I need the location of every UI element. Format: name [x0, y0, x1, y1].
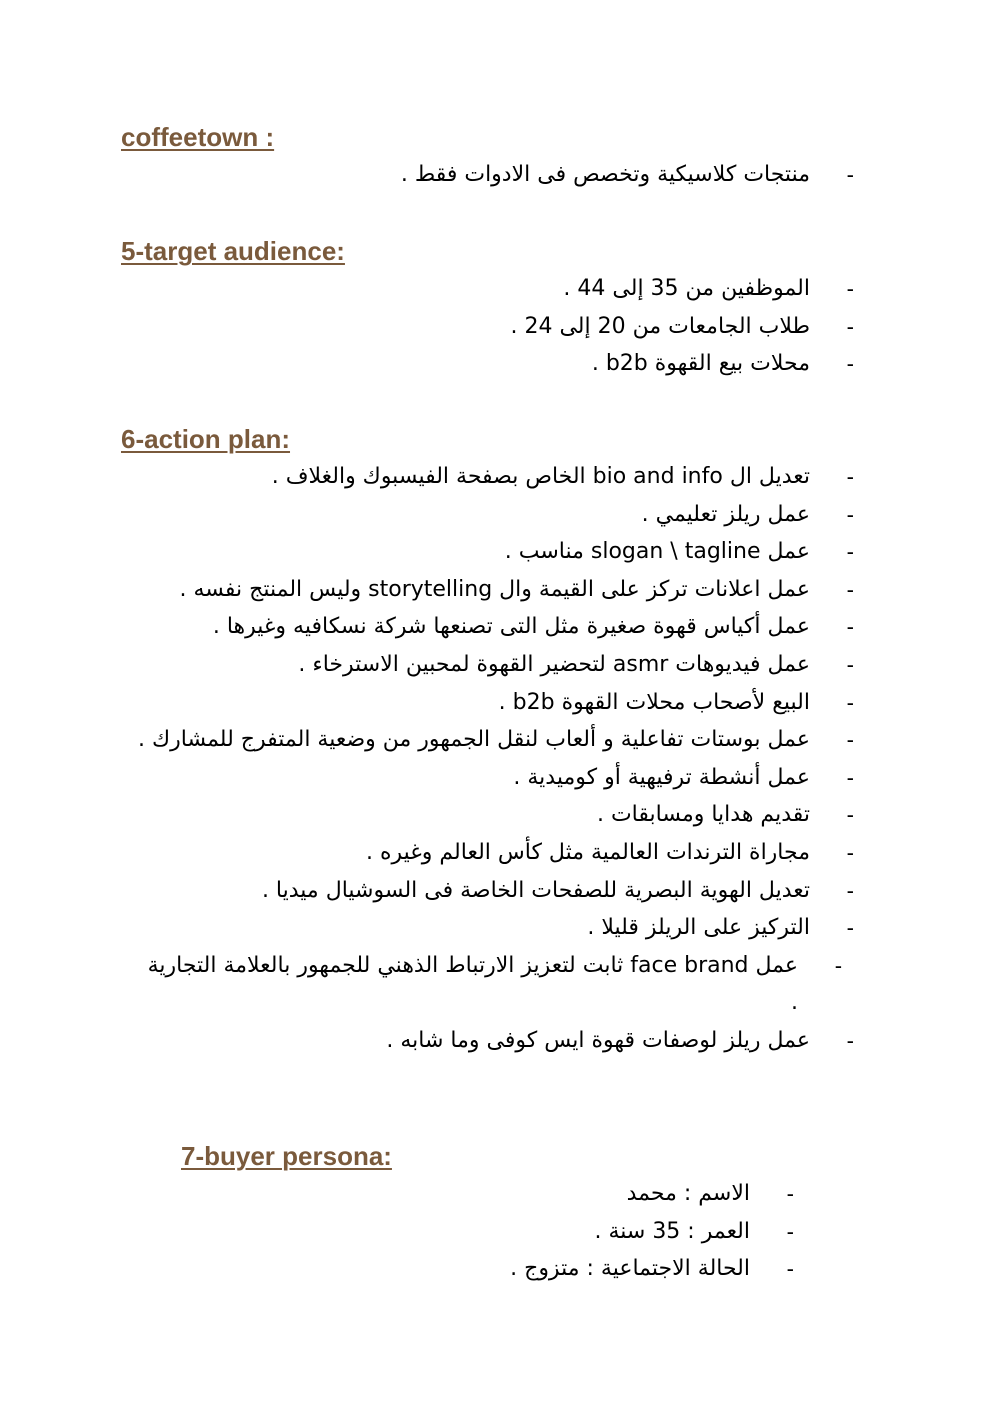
list-item: - عمل أكياس قهوة صغيرة مثل التى تصنعها شركة نسكافيه وغيرها . [138, 608, 850, 646]
bullet-dash: - [846, 651, 854, 677]
list-item: - عمل بوستات تفاعلية و ألعاب لنقل الجمهور من وضعية المتفرج للمشارك . [138, 721, 850, 759]
target-audience-list [510, 270, 854, 383]
bullet-dash: - [846, 162, 854, 187]
bullet-dash: - [846, 839, 854, 865]
list-item: - التركيز على الريلز قليلا . [138, 909, 850, 947]
bullet-dash: - [846, 464, 854, 489]
bullet-dash: - [786, 1256, 794, 1282]
list-item: - الموظفين من 35 إلى 44 . [510, 270, 850, 308]
list-item: - عمل face brand ثابت لتعزيز الارتباط الذهني للجمهور بالعلامة التجارية . [138, 947, 838, 1022]
action-plan-list [138, 458, 854, 1060]
bullet-dash: - [846, 614, 854, 640]
section-heading-target-audience: 5-target audience: [121, 236, 345, 266]
list-item: - الاسم : محمد [510, 1175, 790, 1213]
bullet-dash: - [846, 1027, 854, 1053]
coffeetown-list [400, 156, 854, 194]
bullet-dash: - [786, 1218, 794, 1244]
bullet-dash: - [846, 727, 854, 753]
list-item: - عمل اعلانات تركز على القيمة وال storytelling وليس المنتج نفسه . [138, 571, 850, 609]
bullet-dash: - [846, 351, 854, 377]
bullet-dash: - [846, 877, 854, 903]
list-item: - عمل slogan \ tagline مناسب . [138, 533, 850, 571]
section-heading-action-plan: 6-action plan: [121, 424, 291, 454]
list-item: - تعديل ال bio and info الخاص بصفحة الفيسبوك والغلاف . [138, 458, 850, 496]
buyer-persona-list [510, 1175, 794, 1288]
section-heading-coffeetown: coffeetown : [121, 122, 275, 152]
list-item: - تقديم هدايا ومسابقات . [138, 796, 850, 834]
bullet-dash: - [846, 276, 854, 301]
list-item: - مجاراة الترندات العالمية مثل كأس العالم وغيره . [138, 834, 850, 872]
list-item: - طلاب الجامعات من 20 إلى 24 . [510, 308, 850, 346]
bullet-dash: - [846, 915, 854, 941]
list-item: - عمل ريلز لوصفات قهوة ايس كوفى وما شابه . [138, 1022, 850, 1060]
bullet-dash: - [846, 539, 854, 565]
list-item: - تعديل الهوية البصرية للصفحات الخاصة فى السوشيال ميديا . [138, 872, 850, 910]
list-item: - عمل فيديوهات asmr لتحضير القهوة لمحبين الاسترخاء . [138, 646, 850, 684]
list-item: - البيع لأصحاب محلات القهوة b2b . [138, 684, 850, 722]
bullet-dash: - [834, 952, 843, 978]
list-item: - الحالة الاجتماعية : متزوج . [510, 1250, 790, 1288]
list-item: - عمل أنشطة ترفيهية أو كوميدية . [138, 759, 850, 797]
bullet-dash: - [846, 313, 854, 339]
list-item: - محلات بيع القهوة b2b . [510, 345, 850, 383]
bullet-dash: - [846, 501, 854, 527]
section-heading-buyer-persona: 7-buyer persona: [181, 1141, 392, 1171]
bullet-dash: - [846, 576, 854, 602]
bullet-dash: - [846, 689, 854, 715]
bullet-dash: - [786, 1181, 794, 1206]
list-item: - منتجات كلاسيكية وتخصص فى الادوات فقط . [401, 156, 850, 194]
bullet-dash: - [846, 802, 854, 828]
bullet-dash: - [846, 764, 854, 790]
list-item: - العمر : 35 سنة . [510, 1213, 790, 1251]
list-item: - عمل ريلز تعليمي . [138, 496, 850, 534]
